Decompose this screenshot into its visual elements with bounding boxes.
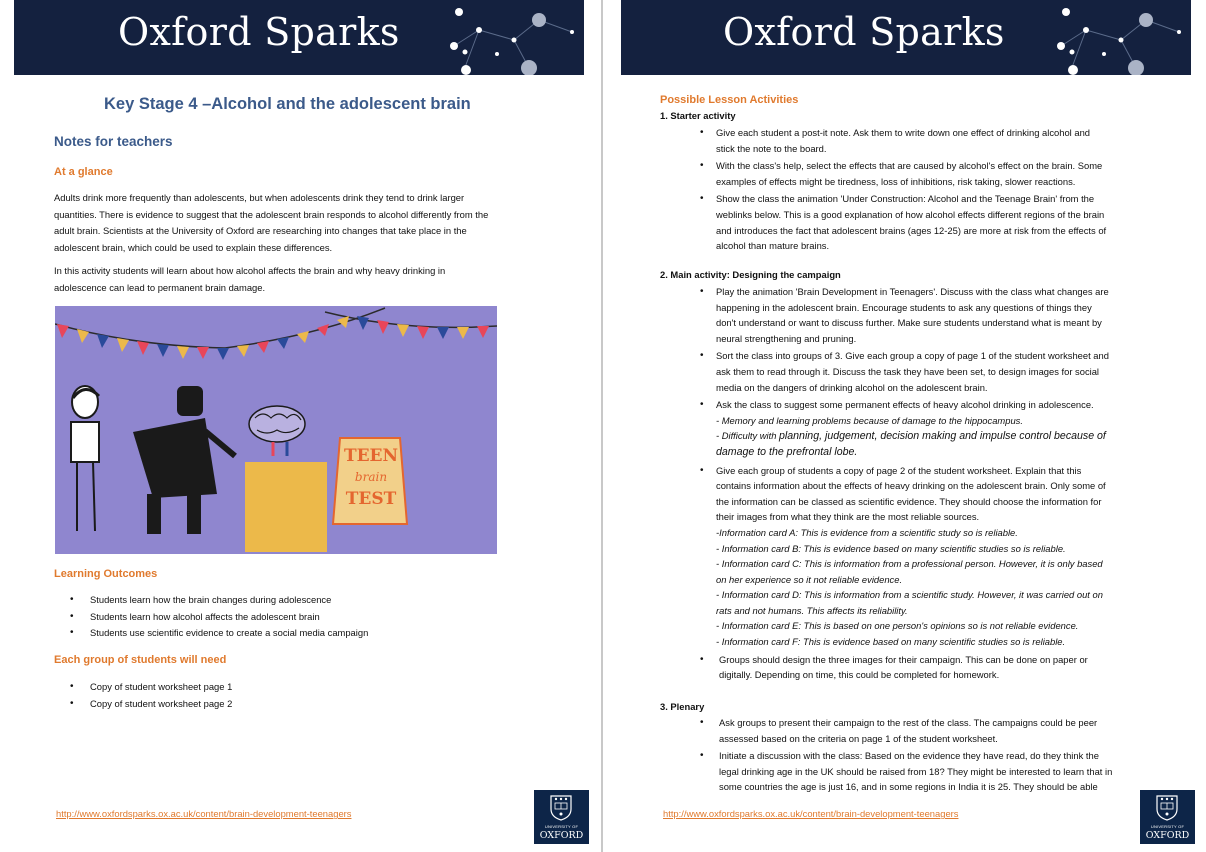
list-item: • With the class's help, select the effects that are caused by alcohol's effect on the brain. Some examples of effects might be tiredness, loss of inhibitions, risk taking, slower reactions. [700,158,1170,189]
weblink[interactable]: http://www.oxfordsparks.ox.ac.uk/content/brain-development-teenagers [56,808,352,819]
group-needs-list [54,679,574,712]
intro-paragraph: Adults drink more frequently than adolescents, but when adolescents drink they tend to drink larger quantities. There is evidence to suggest that the adolescent brain responds to alcohol differently from the adult brain. Scientists at the University of Oxford are researching into changes that take place in the adolescent brain, which could be used to explain these differences. [54,192,489,253]
logo-university-text: UNIVERSITY OF [544,824,579,829]
group-needs-heading: Each group of students will need [54,654,227,666]
logo-oxford-text: OXFORD [1145,830,1190,841]
starter-activity-heading: 1. Starter activity [660,110,736,121]
list-item: • Show the class the animation 'Under Construction: Alcohol and the Teenage Brain' from the weblinks below. This is a good explanation of how alcohol effects different regions of the brain and introduces the fact that adolescent brains (ages 12-25) are more at risk from the effects of alcohol than mature brains. [700,191,1170,253]
list-item: • Sort the class into groups of 3. Give each group a copy of page 1 of the student worksheet and ask them to read through it. Discuss the task they have been set, to design images for social media on the dangers of drinking alcohol on the adolescent brain. [700,348,1170,395]
at-a-glance-heading: At a glance [54,166,113,178]
list-item: • Ask groups to present their campaign to the rest of the class. The campaigns could be peer assessed based on the criteria on page 1 of the student worksheet. [700,715,1170,746]
main-activity-list [700,284,1170,683]
weblink[interactable]: http://www.oxfordsparks.ox.ac.uk/content/brain-development-teenagers [663,808,959,819]
sign-text-teen: TEEN [343,446,399,466]
list-item: • Ask the class to suggest some permanent effects of heavy alcohol drinking in adolescence. - Memory and learning problems because of damage to the hippocampus. - Difficulty with planning, judgement, decision making and impulse control because of damage to the prefrontal lobe. [700,397,1170,460]
constellation-icon [1031,0,1191,75]
oxford-logo [1140,790,1195,844]
list-item: • Students learn how alcohol affects the adolescent brain [54,609,574,626]
banner-title: Oxford Sparks [723,10,1005,54]
page-title: Key Stage 4 –Alcohol and the adolescent brain [104,95,471,113]
oxford-sparks-banner [14,0,584,75]
list-item: • Give each student a post-it note. Ask them to write down one effect of drinking alcohol and stick the note to the board. [700,125,1170,156]
list-item: • Copy of student worksheet page 2 [54,696,574,713]
sign-text-test: TEST [345,489,397,509]
left-page [0,0,601,852]
starter-activity-list [700,125,1170,254]
oxford-logo [534,790,589,844]
sign-text-brain: brain [354,470,388,484]
plenary-heading: 3. Plenary [660,701,705,712]
lesson-activities-heading: Possible Lesson Activities [660,94,799,106]
crest-icon [550,795,572,821]
list-item: • Play the animation 'Brain Development in Teenagers'. Discuss with the class what changes are happening in the adolescent brain. Encourage students to ask any questions of things they don't understand or want to discuss further. Make sure students understand what is meant by neural strengthening and pruning. [700,284,1170,346]
page-divider [601,0,603,852]
main-activity-heading: 2. Main activity: Designing the campaign [660,269,841,280]
right-page [606,0,1206,852]
learning-outcomes-list [54,592,574,642]
list-item: • Initiate a discussion with the class: Based on the evidence they have read, do they think the legal drinking age in the UK should be raised from 18? They might be interested to learn that in some countries the age is just 16, and in some regions in India it is 25. They should be able [700,748,1170,795]
constellation-icon [424,0,584,75]
banner-title: Oxford Sparks [118,10,400,54]
learning-outcomes-heading: Learning Outcomes [54,568,158,580]
list-item: • Students learn how the brain changes during adolescence [54,592,574,609]
list-item: • Copy of student worksheet page 1 [54,679,574,696]
activity-paragraph: In this activity students will learn about how alcohol affects the brain and why heavy drinking in adolescence can lead to permanent brain damage. [54,265,446,293]
notes-heading: Notes for teachers [54,134,173,149]
logo-oxford-text: OXFORD [539,830,584,841]
plenary-list [700,715,1170,795]
list-item: • Give each group of students a copy of page 2 of the student worksheet. Explain that this contains information about the effects of heavy drinking on the adolescent brain. Only some of the information can be classed as scientific evidence. They should choose the information for their images from what they think are the most reliable sources. -Information card A: This is evidence from a scientific study so is reliable. - Information card B: This is evidence based on many scientific studies so is reliable. - Information card C: This is information from a professional person. However, it is only based on her experience so it not reliable evidence. - Information card D: This is information from a scientific study. However, it was carried out on rats and not humans. This affects its reliability. - Information card E: This is based on one person's opinions so is not reliable evidence. - Information card F: This is evidence based on many scientific studies so is reliable. [700,463,1170,650]
list-item: • Students use scientific evidence to create a social media campaign [54,625,574,642]
crest-icon [1156,795,1178,821]
list-item: • Groups should design the three images for their campaign. This can be done on paper or digitally. Depending on time, this could be completed for homework. [700,652,1170,683]
oxford-sparks-banner [621,0,1191,75]
logo-university-text: UNIVERSITY OF [1150,824,1185,829]
teen-brain-illustration [55,306,497,554]
